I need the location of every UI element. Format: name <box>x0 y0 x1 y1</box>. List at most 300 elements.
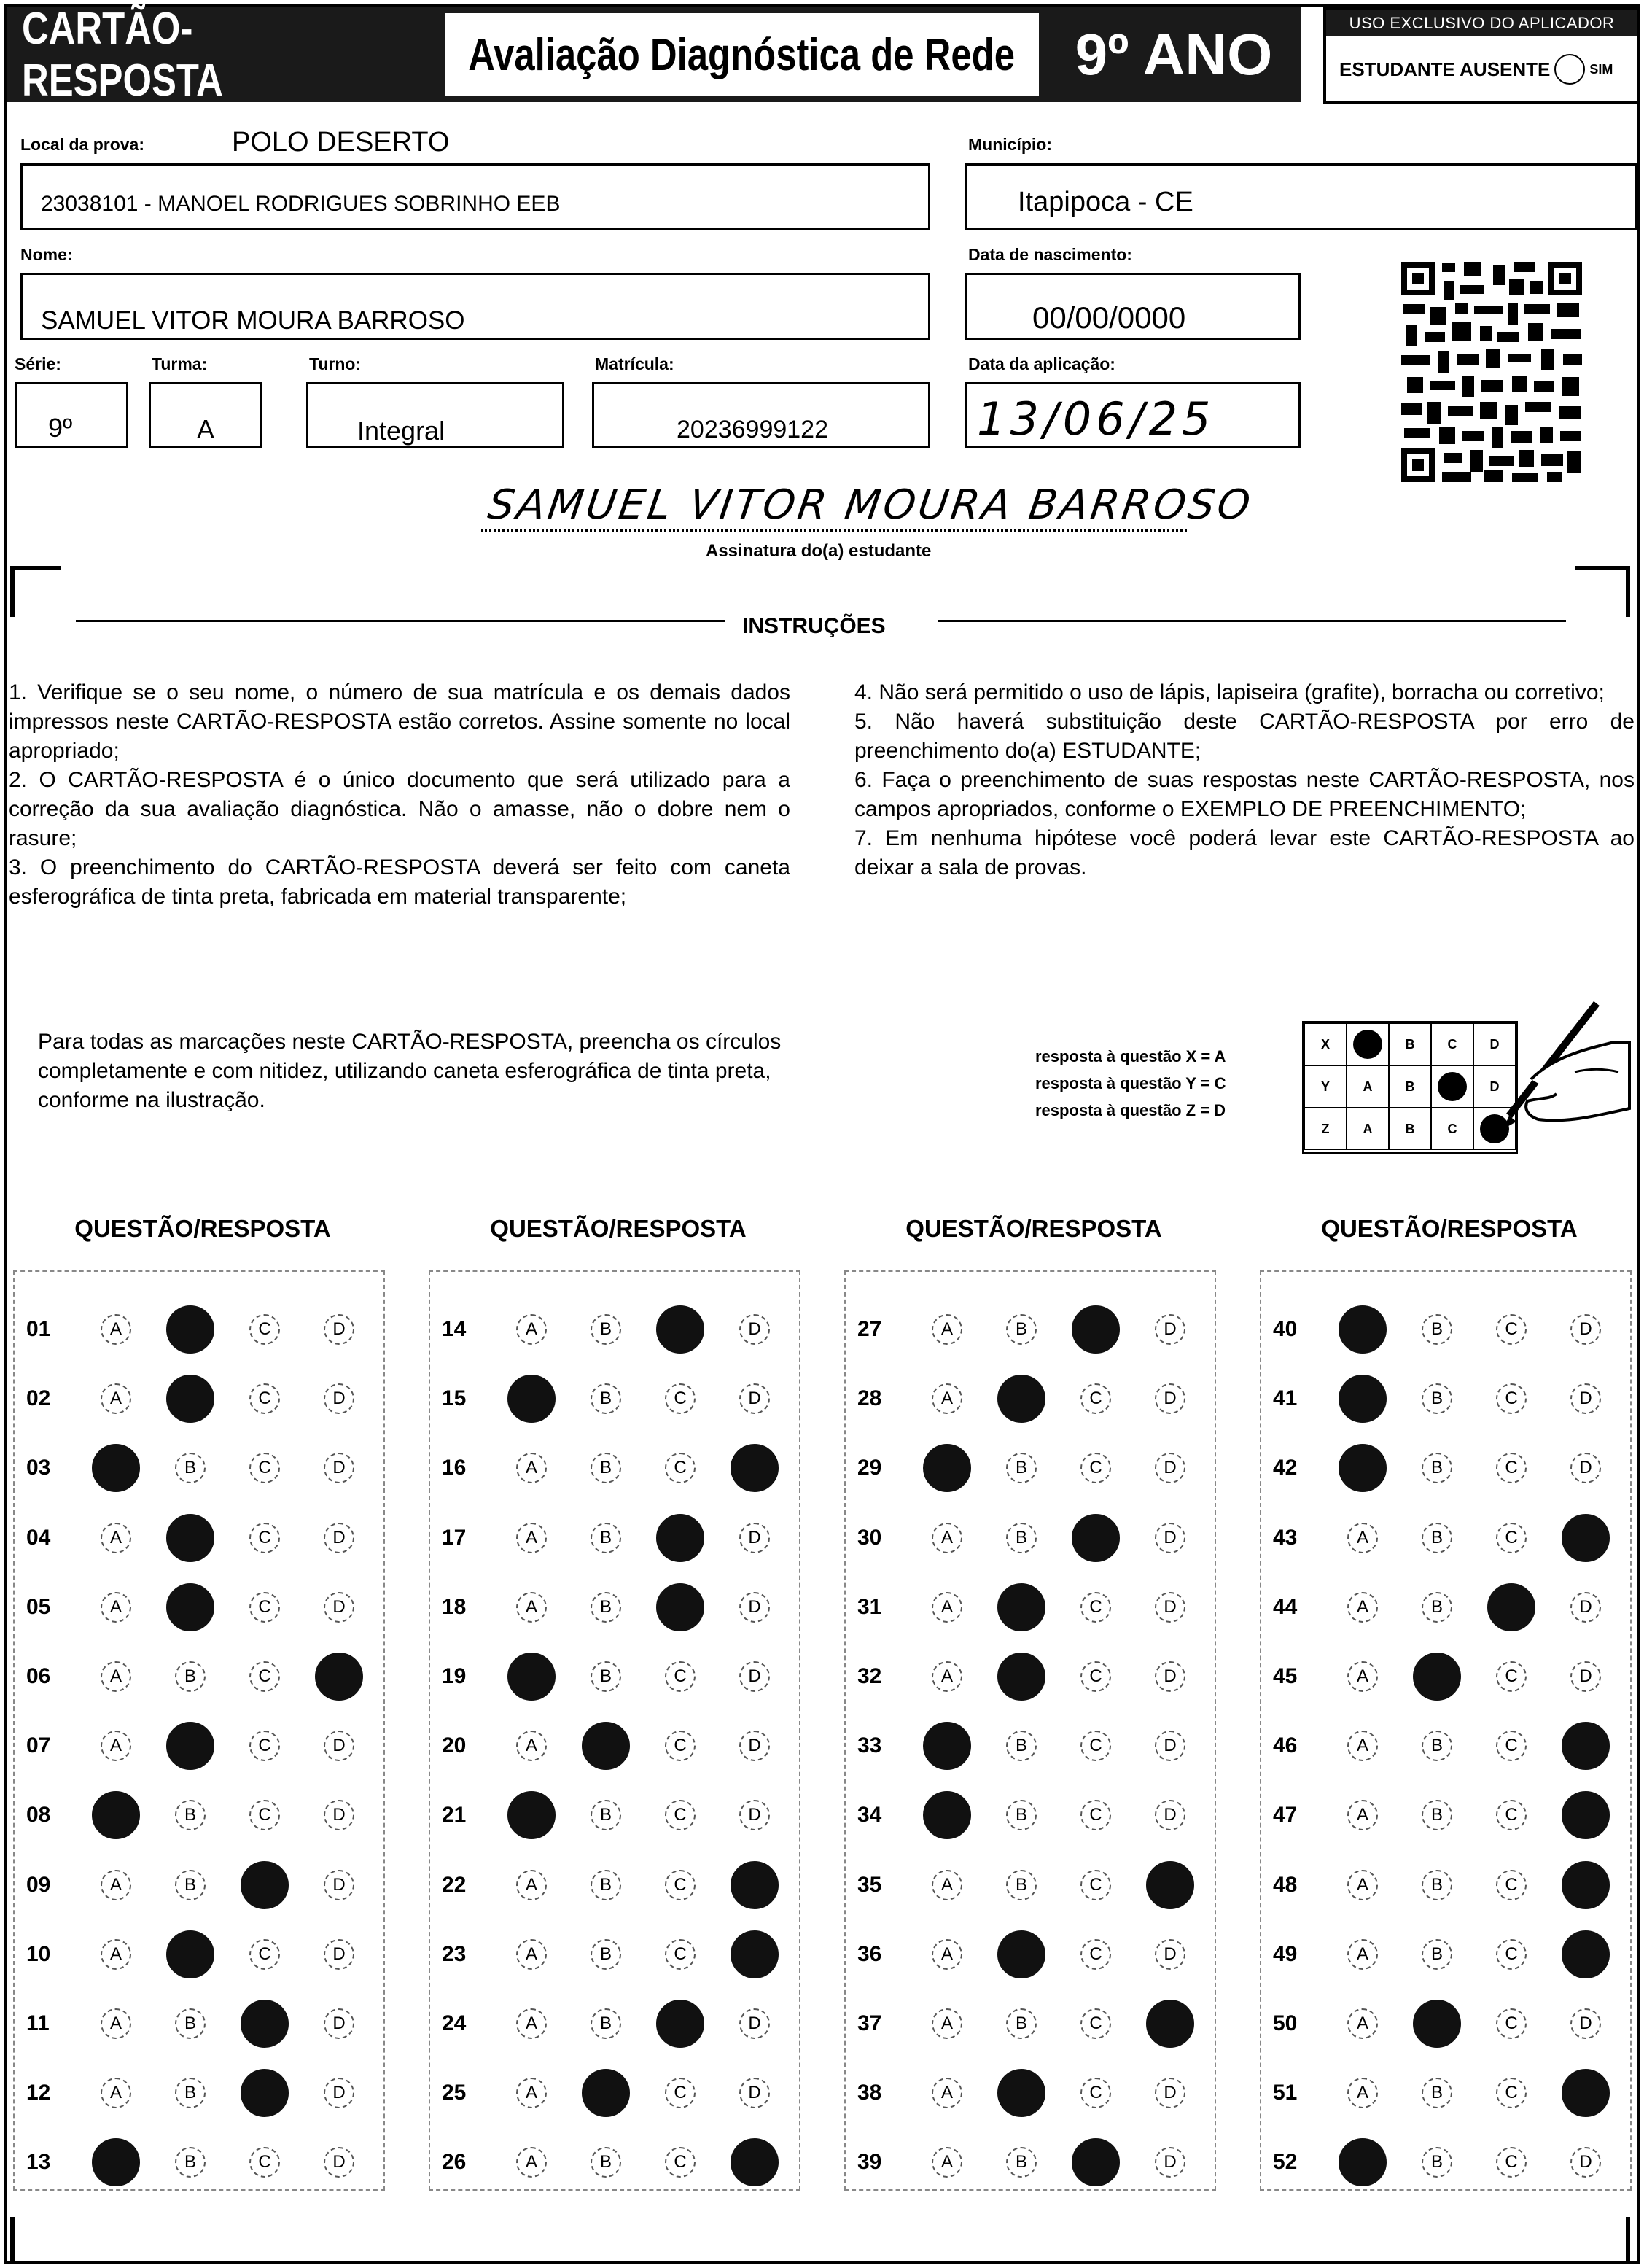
question-number: 22 <box>442 1872 467 1897</box>
answer-bubble-b[interactable]: B <box>175 2078 206 2108</box>
question-number: 10 <box>26 1941 51 1966</box>
matricula-label: Matrícula: <box>595 354 674 373</box>
answer-bubble-d[interactable]: D <box>324 1731 354 1761</box>
answer-bubble-a[interactable]: A <box>101 1731 131 1761</box>
instruction-1: 1. Verifique se o seu nome, o número de sua matrícula e os demais dados impressos neste CARTÃO-RESPOSTA estão corretos. Assine somente no local apropriado; <box>9 680 790 763</box>
answer-bubble-c[interactable]: C <box>1080 1453 1111 1483</box>
answer-bubble-b[interactable]: B <box>1006 2147 1037 2178</box>
question-number: 50 <box>1273 2011 1298 2035</box>
instruction-2: 2. O CARTÃO-RESPOSTA é o único documento que será utilizado para a correção da sua avaliação diagnóstica. Não o amasse, não o dobre nem o rasure; <box>9 768 790 850</box>
answer-bubble-c[interactable]: C <box>665 1870 696 1900</box>
answer-bubble-b[interactable]: B <box>1006 1800 1037 1830</box>
example-option: B <box>1389 1023 1431 1065</box>
column-title: QUESTÃO/RESPOSTA <box>74 1215 331 1242</box>
answer-bubble-b[interactable] <box>1413 2000 1461 2048</box>
answer-bubble-c[interactable]: C <box>1496 2078 1527 2108</box>
answer-bubble-d[interactable] <box>1562 2069 1610 2117</box>
answer-bubble-c[interactable]: C <box>665 1939 696 1970</box>
answer-bubble-a[interactable]: A <box>1347 1870 1378 1900</box>
answer-bubble-b[interactable]: B <box>591 1314 621 1345</box>
answer-bubble-d[interactable] <box>1562 1930 1610 1978</box>
answer-bubble-c[interactable]: C <box>1080 1939 1111 1970</box>
answer-bubble-c[interactable] <box>656 1305 704 1354</box>
question-number: 09 <box>26 1872 51 1897</box>
answer-bubble-a[interactable]: A <box>1347 1592 1378 1623</box>
answer-bubble-d[interactable] <box>1562 1861 1610 1909</box>
answer-bubble-b[interactable]: B <box>1422 1731 1452 1761</box>
answer-bubble-c[interactable]: C <box>1496 2008 1527 2039</box>
answer-bubble-a[interactable]: A <box>932 2008 962 2039</box>
question-number: 37 <box>857 2011 882 2035</box>
answer-bubble-a[interactable]: A <box>1347 1523 1378 1553</box>
answer-bubble-b[interactable]: B <box>591 1592 621 1623</box>
answer-bubble-b[interactable]: B <box>591 1939 621 1970</box>
serie-label: Série: <box>15 354 61 373</box>
answer-bubble-b[interactable] <box>582 2069 630 2117</box>
answer-bubble-b[interactable]: B <box>1422 1383 1452 1414</box>
answer-bubble-b[interactable] <box>166 1583 214 1631</box>
question-number: 33 <box>857 1733 882 1758</box>
question-number: 06 <box>26 1664 51 1688</box>
answer-bubble-a[interactable]: A <box>101 1383 131 1414</box>
answer-bubble-c[interactable]: C <box>1080 1592 1111 1623</box>
question-number: 07 <box>26 1733 51 1758</box>
answer-bubble-b[interactable]: B <box>1422 1523 1452 1553</box>
question-number: 15 <box>442 1386 467 1411</box>
example-option: A <box>1347 1065 1389 1108</box>
absent-field <box>1339 54 1613 85</box>
turma-label: Turma: <box>152 354 208 373</box>
answer-bubble-b[interactable]: B <box>591 2147 621 2178</box>
answer-bubble-c[interactable]: C <box>1080 1383 1111 1414</box>
answer-bubble-a[interactable]: A <box>516 2008 547 2039</box>
answer-bubble-c[interactable] <box>241 1861 289 1909</box>
answer-bubble-d[interactable] <box>731 1861 779 1909</box>
question-number: 32 <box>857 1664 882 1688</box>
answer-bubble-b[interactable]: B <box>175 2008 206 2039</box>
answer-bubble-b[interactable]: B <box>591 1800 621 1830</box>
answer-bubble-d[interactable]: D <box>1155 2147 1185 2178</box>
answer-bubble-a[interactable] <box>507 1375 556 1423</box>
question-number: 31 <box>857 1594 882 1619</box>
answer-bubble-c[interactable]: C <box>1496 1939 1527 1970</box>
answer-bubble-a[interactable]: A <box>101 2078 131 2108</box>
answer-bubble-d[interactable]: D <box>1155 1661 1185 1692</box>
instruction-6: 6. Faça o preenchimento de suas respostas neste CARTÃO-RESPOSTA, nos campos apropriados, conforme o EXEMPLO DE PREENCHIMENTO; <box>854 768 1635 821</box>
aplicacao-label: Data da aplicação: <box>968 354 1115 373</box>
answer-bubble-c[interactable] <box>1487 1583 1535 1631</box>
answer-bubble-b[interactable] <box>997 1583 1045 1631</box>
question-number: 19 <box>442 1664 467 1688</box>
answer-bubble-a[interactable]: A <box>101 1523 131 1553</box>
answer-bubble-a[interactable] <box>923 1444 971 1492</box>
answer-bubble-d[interactable]: D <box>324 2147 354 2178</box>
answer-bubble-b[interactable]: B <box>1006 1523 1037 1553</box>
question-number: 47 <box>1273 1803 1298 1828</box>
frame-corner-tl <box>10 566 61 617</box>
answer-bubble-c[interactable]: C <box>1080 1800 1111 1830</box>
answer-bubble-c[interactable]: C <box>1496 1731 1527 1761</box>
answer-bubble-a[interactable] <box>507 1653 556 1701</box>
answer-bubble-d[interactable]: D <box>324 1870 354 1900</box>
answer-bubble-c[interactable] <box>1072 1514 1120 1562</box>
answer-bubble-c[interactable]: C <box>665 1453 696 1483</box>
answer-bubble-d[interactable]: D <box>324 1523 354 1553</box>
answer-bubble-d[interactable]: D <box>1155 1383 1185 1414</box>
answer-bubble-d[interactable] <box>731 2138 779 2186</box>
answer-bubble-d[interactable]: D <box>1570 2147 1601 2178</box>
answer-bubble-d[interactable]: D <box>1570 2008 1601 2039</box>
answer-bubble-a[interactable] <box>923 1791 971 1839</box>
answer-bubble-c[interactable] <box>656 2000 704 2048</box>
answer-bubble-d[interactable] <box>1146 1861 1194 1909</box>
answer-bubble-b[interactable] <box>166 1722 214 1770</box>
answer-bubble-c[interactable]: C <box>249 2147 280 2178</box>
answer-bubble-c[interactable]: C <box>249 1800 280 1830</box>
answer-bubble-c[interactable]: C <box>249 1523 280 1553</box>
answer-bubble-d[interactable] <box>315 1653 363 1701</box>
answer-bubble-b[interactable]: B <box>1422 1592 1452 1623</box>
answer-bubble-a[interactable]: A <box>1347 1800 1378 1830</box>
answer-bubble-c[interactable]: C <box>1496 1383 1527 1414</box>
answer-bubble-a[interactable]: A <box>101 1592 131 1623</box>
answer-bubble-a[interactable]: A <box>516 2147 547 2178</box>
exam-title <box>445 13 1039 96</box>
answer-bubble-a[interactable]: A <box>932 2078 962 2108</box>
answer-bubble-c[interactable]: C <box>1080 1731 1111 1761</box>
answer-bubble-d[interactable]: D <box>1155 1314 1185 1345</box>
question-number: 12 <box>26 2081 51 2105</box>
nascimento-value: 00/00/0000 <box>1032 300 1186 335</box>
answer-bubble-a[interactable]: A <box>516 2078 547 2108</box>
question-number: 01 <box>26 1317 51 1341</box>
answer-bubble-c[interactable]: C <box>249 1731 280 1761</box>
answer-bubble-b[interactable]: B <box>1006 1314 1037 1345</box>
answer-bubble-c[interactable]: C <box>1496 1800 1527 1830</box>
question-number: 29 <box>857 1456 882 1480</box>
answer-bubble-b[interactable]: B <box>1422 2078 1452 2108</box>
example-row-label: Y <box>1304 1065 1347 1108</box>
question-number: 27 <box>857 1317 882 1341</box>
answer-bubble-c[interactable]: C <box>249 1939 280 1970</box>
answer-bubble-b[interactable]: B <box>1422 1870 1452 1900</box>
answer-bubble-c[interactable]: C <box>1496 1870 1527 1900</box>
instructions-right <box>854 678 1635 882</box>
question-number: 36 <box>857 1941 882 1966</box>
nome-value: SAMUEL VITOR MOURA BARROSO <box>41 306 465 335</box>
answer-bubble-c[interactable] <box>656 1583 704 1631</box>
answer-bubble-d[interactable]: D <box>739 1661 770 1692</box>
answer-bubble-a[interactable]: A <box>101 1661 131 1692</box>
answer-bubble-a[interactable]: A <box>516 1870 547 1900</box>
example-option: D <box>1473 1023 1516 1065</box>
question-number: 11 <box>26 2011 50 2035</box>
municipio-label: Município: <box>968 135 1052 154</box>
answer-bubble-b[interactable]: B <box>1422 1314 1452 1345</box>
question-number: 16 <box>442 1456 467 1480</box>
answer-bubble-d[interactable]: D <box>1570 1314 1601 1345</box>
answer-bubble-c[interactable]: C <box>1496 1661 1527 1692</box>
answer-bubble-a[interactable] <box>92 1791 140 1839</box>
answer-bubble-d[interactable]: D <box>739 1314 770 1345</box>
answer-bubble-b[interactable]: B <box>175 1800 206 1830</box>
answer-bubble-a[interactable]: A <box>101 1314 131 1345</box>
answer-bubble-a[interactable]: A <box>932 1661 962 1692</box>
answer-bubble-b[interactable]: B <box>591 1661 621 1692</box>
answer-bubble-d[interactable]: D <box>739 1523 770 1553</box>
answer-bubble-a[interactable]: A <box>516 1731 547 1761</box>
question-number: 26 <box>442 2150 467 2175</box>
answer-bubble-a[interactable]: A <box>932 1592 962 1623</box>
answer-bubble-c[interactable]: C <box>249 1661 280 1692</box>
answer-bubble-d[interactable]: D <box>1570 1453 1601 1483</box>
answer-bubble-a[interactable]: A <box>516 1523 547 1553</box>
answer-bubble-c[interactable]: C <box>249 1383 280 1414</box>
answer-bubble-a[interactable]: A <box>932 2147 962 2178</box>
question-number: 20 <box>442 1733 467 1758</box>
answer-bubble-c[interactable]: C <box>1080 1661 1111 1692</box>
answer-bubble-b[interactable] <box>166 1305 214 1354</box>
question-number: 04 <box>26 1525 51 1550</box>
answer-bubble-c[interactable]: C <box>665 1661 696 1692</box>
grade-badge: 9º ANO <box>1075 22 1273 87</box>
answer-bubble-d[interactable]: D <box>1570 1383 1601 1414</box>
question-number: 02 <box>26 1386 51 1411</box>
question-number: 28 <box>857 1386 882 1411</box>
instruction-7: 7. Em nenhuma hipótese você poderá levar este CARTÃO-RESPOSTA ao deixar a sala de provas. <box>854 826 1635 879</box>
answer-bubble-a[interactable]: A <box>516 1314 547 1345</box>
answer-bubble-d[interactable]: D <box>1155 1592 1185 1623</box>
municipio-value: Itapipoca - CE <box>1018 187 1193 217</box>
answer-bubble-b[interactable]: B <box>1006 1731 1037 1761</box>
example-row-label: Z <box>1304 1108 1347 1150</box>
example-legend-x: resposta à questão X = A <box>1035 1047 1226 1065</box>
answer-bubble-d[interactable]: D <box>324 1592 354 1623</box>
answer-bubble-c[interactable]: C <box>665 1800 696 1830</box>
answer-bubble-c[interactable] <box>241 2000 289 2048</box>
nascimento-label: Data de nascimento: <box>968 245 1132 264</box>
answer-bubble-b[interactable]: B <box>1422 1800 1452 1830</box>
answer-bubble-b[interactable]: B <box>591 1870 621 1900</box>
example-text: Para todas as marcações neste CARTÃO-RESPOSTA, preencha os círculos completamente e com nitidez, utilizando caneta esferográfica de tinta preta, conforme na ilustração. <box>38 1030 782 1112</box>
answer-bubble-a[interactable] <box>1339 2138 1387 2186</box>
answer-bubble-b[interactable]: B <box>591 1453 621 1483</box>
answer-bubble-a[interactable]: A <box>1347 1939 1378 1970</box>
answer-bubble-a[interactable] <box>92 1444 140 1492</box>
answer-bubble-d[interactable]: D <box>739 1383 770 1414</box>
answer-bubble-b[interactable] <box>997 2069 1045 2117</box>
answer-bubble-d[interactable]: D <box>1155 1800 1185 1830</box>
answer-bubble-d[interactable]: D <box>324 1453 354 1483</box>
question-number: 41 <box>1273 1386 1298 1411</box>
answer-bubble-c[interactable]: C <box>1080 2008 1111 2039</box>
answer-bubble-d[interactable]: D <box>324 2008 354 2039</box>
question-number: 38 <box>857 2081 882 2105</box>
answer-bubble-a[interactable] <box>1339 1305 1387 1354</box>
absent-option: SIM <box>1589 61 1613 77</box>
answer-bubble-a[interactable] <box>923 1722 971 1770</box>
answer-bubble-a[interactable] <box>507 1791 556 1839</box>
answer-bubble-a[interactable]: A <box>101 1870 131 1900</box>
answer-bubble-d[interactable]: D <box>324 2078 354 2108</box>
question-number: 24 <box>442 2011 467 2035</box>
answer-bubble-d[interactable]: D <box>739 1731 770 1761</box>
instructions-left <box>9 678 790 912</box>
answer-bubble-d[interactable]: D <box>324 1800 354 1830</box>
answer-bubble-b[interactable]: B <box>175 1661 206 1692</box>
answer-bubble-c[interactable] <box>1072 2138 1120 2186</box>
answer-bubble-d[interactable]: D <box>1155 1939 1185 1970</box>
absent-label: ESTUDANTE AUSENTE <box>1339 58 1551 80</box>
column-title: QUESTÃO/RESPOSTA <box>1321 1215 1578 1242</box>
answer-bubble-a[interactable]: A <box>932 1939 962 1970</box>
answer-bubble-c[interactable]: C <box>665 2078 696 2108</box>
answer-bubble-c[interactable]: C <box>665 1731 696 1761</box>
answer-bubble-b[interactable]: B <box>591 2008 621 2039</box>
answer-bubble-b[interactable]: B <box>1006 1870 1037 1900</box>
answer-bubble-a[interactable]: A <box>1347 1731 1378 1761</box>
answer-bubble-c[interactable]: C <box>1496 1523 1527 1553</box>
answer-bubble-c[interactable]: C <box>1496 2147 1527 2178</box>
answer-bubble-b[interactable] <box>1413 1653 1461 1701</box>
absent-bubble[interactable] <box>1554 54 1585 85</box>
answer-bubble-d[interactable] <box>1562 1514 1610 1562</box>
answer-bubble-c[interactable] <box>656 1514 704 1562</box>
answer-bubble-d[interactable]: D <box>739 1592 770 1623</box>
question-number: 14 <box>442 1317 467 1341</box>
answer-bubble-b[interactable]: B <box>1422 1939 1452 1970</box>
answer-bubble-c[interactable]: C <box>665 1383 696 1414</box>
example-grid <box>1302 1021 1518 1154</box>
answer-bubble-c[interactable]: C <box>1496 1314 1527 1345</box>
question-number: 39 <box>857 2150 882 2175</box>
answer-bubble-a[interactable]: A <box>516 1453 547 1483</box>
answer-bubble-d[interactable]: D <box>739 2008 770 2039</box>
answer-bubble-c[interactable]: C <box>249 1592 280 1623</box>
instruction-4: 4. Não será permitido o uso de lápis, lapiseira (grafite), borracha ou corretivo; <box>854 680 1605 704</box>
answer-bubble-d[interactable]: D <box>1570 1592 1601 1623</box>
answer-bubble-a[interactable] <box>92 2138 140 2186</box>
nome-label: Nome: <box>20 245 73 264</box>
question-number: 44 <box>1273 1594 1298 1619</box>
answer-bubble-d[interactable]: D <box>739 1800 770 1830</box>
example-option <box>1347 1023 1389 1065</box>
question-number: 48 <box>1273 1872 1298 1897</box>
answer-bubble-b[interactable]: B <box>1006 1453 1037 1483</box>
answer-bubble-d[interactable]: D <box>1155 1523 1185 1553</box>
answer-bubble-d[interactable] <box>1562 1722 1610 1770</box>
local-label: Local da prova: <box>20 135 144 154</box>
answer-bubble-c[interactable] <box>241 2069 289 2117</box>
answer-bubble-d[interactable] <box>1146 2000 1194 2048</box>
answer-bubble-d[interactable] <box>731 1930 779 1978</box>
answer-bubble-b[interactable]: B <box>591 1383 621 1414</box>
frame-corner-tr <box>1575 566 1630 617</box>
example-option: B <box>1389 1065 1431 1108</box>
example-row-label: X <box>1304 1023 1347 1065</box>
answer-bubble-a[interactable]: A <box>932 1870 962 1900</box>
answer-bubble-a[interactable]: A <box>1347 2008 1378 2039</box>
answer-bubble-d[interactable]: D <box>324 1939 354 1970</box>
answer-bubble-c[interactable]: C <box>1496 1453 1527 1483</box>
answer-bubble-a[interactable]: A <box>1347 1661 1378 1692</box>
question-number: 49 <box>1273 1941 1298 1966</box>
column-title: QUESTÃO/RESPOSTA <box>905 1215 1162 1242</box>
question-number: 03 <box>26 1456 51 1480</box>
answer-bubble-c[interactable]: C <box>249 1314 280 1345</box>
answer-bubble-a[interactable] <box>1339 1375 1387 1423</box>
answer-bubble-a[interactable]: A <box>932 1383 962 1414</box>
instructions-rule-right <box>938 620 1566 622</box>
frame-corner-br <box>1621 2217 1630 2261</box>
answer-bubble-d[interactable]: D <box>324 1383 354 1414</box>
answer-bubble-a[interactable]: A <box>932 1314 962 1345</box>
matricula-value: 20236999122 <box>677 416 829 443</box>
turma-value: A <box>197 414 215 444</box>
answer-bubble-c[interactable] <box>1072 1305 1120 1354</box>
question-number: 23 <box>442 1941 467 1966</box>
answer-bubble-b[interactable] <box>166 1375 214 1423</box>
answer-bubble-b[interactable]: B <box>175 1870 206 1900</box>
answer-bubble-d[interactable]: D <box>1570 1661 1601 1692</box>
answer-bubble-d[interactable] <box>731 1444 779 1492</box>
answer-bubble-b[interactable]: B <box>1422 2147 1452 2178</box>
answer-bubble-a[interactable] <box>1339 1444 1387 1492</box>
answer-bubble-b[interactable] <box>166 1514 214 1562</box>
answer-bubble-c[interactable]: C <box>249 1453 280 1483</box>
answer-bubble-b[interactable]: B <box>1422 1453 1452 1483</box>
answer-bubble-b[interactable]: B <box>591 1523 621 1553</box>
answer-bubble-a[interactable]: A <box>932 1523 962 1553</box>
answer-bubble-d[interactable]: D <box>1155 1453 1185 1483</box>
qr-code <box>1398 259 1585 485</box>
answer-bubble-b[interactable] <box>997 1930 1045 1978</box>
answer-bubble-a[interactable]: A <box>101 2008 131 2039</box>
answer-bubble-d[interactable]: D <box>1155 2078 1185 2108</box>
answer-bubble-c[interactable]: C <box>1080 2078 1111 2108</box>
question-number: 52 <box>1273 2150 1298 2175</box>
answer-bubble-d[interactable] <box>1562 1791 1610 1839</box>
answer-bubble-b[interactable] <box>166 1930 214 1978</box>
answer-bubble-b[interactable] <box>997 1653 1045 1701</box>
answer-bubble-d[interactable]: D <box>324 1314 354 1345</box>
question-number: 45 <box>1273 1664 1298 1688</box>
answer-bubble-c[interactable]: C <box>1080 1870 1111 1900</box>
aplicacao-value: 13/06/25 <box>977 392 1215 446</box>
answer-bubble-b[interactable] <box>582 1722 630 1770</box>
answer-bubble-b[interactable]: B <box>1006 2008 1037 2039</box>
question-number: 05 <box>26 1594 51 1619</box>
example-option: C <box>1431 1108 1473 1150</box>
answer-bubble-a[interactable]: A <box>1347 2078 1378 2108</box>
question-number: 08 <box>26 1803 51 1828</box>
answer-bubble-a[interactable]: A <box>516 1592 547 1623</box>
instructions-rule-left <box>76 620 725 622</box>
answer-bubble-b[interactable]: B <box>175 1453 206 1483</box>
answer-bubble-a[interactable]: A <box>516 1939 547 1970</box>
signature-line <box>481 529 1187 532</box>
answer-bubble-d[interactable]: D <box>739 2078 770 2108</box>
answer-bubble-d[interactable]: D <box>1155 1731 1185 1761</box>
answer-bubble-b[interactable] <box>997 1375 1045 1423</box>
signature-label: Assinatura do(a) estudante <box>706 541 932 561</box>
instructions-title: INSTRUÇÕES <box>742 614 886 638</box>
question-number: 13 <box>26 2150 51 2175</box>
answer-bubble-c[interactable]: C <box>665 2147 696 2178</box>
answer-bubble-b[interactable]: B <box>175 2147 206 2178</box>
answer-bubble-a[interactable]: A <box>101 1939 131 1970</box>
question-number: 40 <box>1273 1317 1298 1341</box>
